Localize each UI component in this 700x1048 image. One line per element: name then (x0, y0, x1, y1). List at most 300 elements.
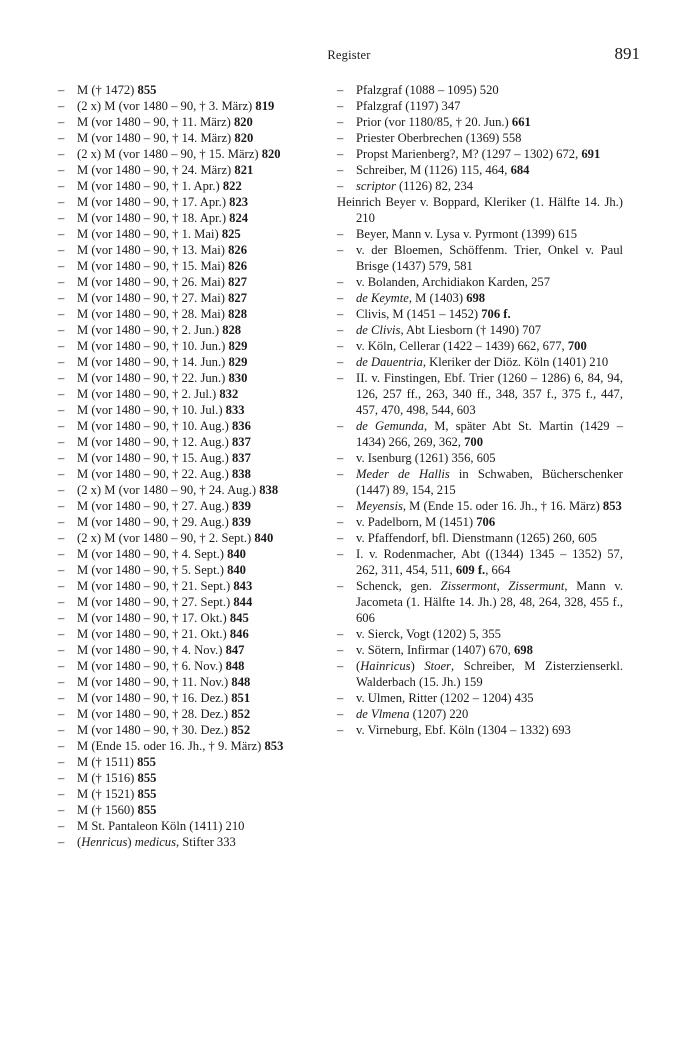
index-entry (58, 834, 320, 850)
entry-segment: M (vor 1480 – 90, † 27. Sept.) (77, 595, 234, 609)
entry-dash: – (58, 787, 65, 801)
entry-dash: – (337, 579, 344, 593)
entry-segment: M (vor 1480 – 90, † 27. Aug.) (77, 499, 232, 513)
page-ref-bold: 661 (511, 115, 531, 129)
entry-dash: – (337, 275, 344, 289)
entry-dash: – (337, 163, 344, 177)
index-entry (58, 98, 320, 114)
entry-text (356, 114, 623, 130)
italic-term: de Gemunda (356, 419, 424, 433)
entry-text (356, 498, 623, 514)
entry-segment: M (vor 1480 – 90, † 29. Aug.) (77, 515, 232, 529)
entry-text (77, 594, 320, 610)
index-entry (337, 418, 623, 450)
entry-text (77, 306, 320, 322)
index-entry (337, 82, 623, 98)
entry-text (77, 642, 320, 658)
page-header (58, 44, 640, 66)
entry-dash: – (58, 819, 65, 833)
index-entry (58, 354, 320, 370)
entry-segment: M (vor 1480 – 90, † 11. März) (77, 115, 234, 129)
entry-segment: M († 1560) (77, 803, 138, 817)
italic-term: de Clivis (356, 323, 401, 337)
page-ref-bold: 836 (231, 419, 251, 433)
entry-segment: (1207) 220 (409, 707, 469, 721)
entry-text (77, 290, 320, 306)
entry-dash: – (58, 115, 65, 129)
index-entry (58, 274, 320, 290)
entry-dash: – (337, 371, 344, 385)
index-entry (337, 274, 623, 290)
entry-segment: M (vor 1480 – 90, † 11. Nov.) (77, 675, 232, 689)
entry-segment: M (vor 1480 – 90, † 22. Jun.) (77, 371, 229, 385)
page-ref-bold: 684 (510, 163, 530, 177)
entry-text (77, 82, 320, 98)
entry-text (77, 802, 320, 818)
page-ref-bold: 840 (254, 531, 274, 545)
entry-dash: – (337, 323, 344, 337)
index-entry (337, 130, 623, 146)
page-ref-bold: 828 (222, 323, 242, 337)
entry-text (77, 210, 320, 226)
entry-segment: M St. Pantaleon Köln (1411) 210 (77, 819, 245, 833)
page-ref-bold: 838 (231, 467, 251, 481)
entry-segment: M (vor 1480 – 90, † 13. Mai) (77, 243, 229, 257)
entry-segment: M (vor 1480 – 90, † 1. Apr.) (77, 179, 223, 193)
entry-dash: – (58, 739, 65, 753)
index-entry (58, 290, 320, 306)
index-entry (58, 770, 320, 786)
page-ref-bold: 847 (225, 643, 245, 657)
entry-text (77, 242, 320, 258)
index-entry (58, 306, 320, 322)
page-ref-bold: 829 (228, 339, 248, 353)
entry-segment: v. Pfaffendorf, bfl. Dienstmann (1265) 260, 605 (356, 531, 597, 545)
italic-term: Zissermont (440, 579, 497, 593)
index-entry (58, 482, 320, 498)
entry-text (77, 114, 320, 130)
page-ref-bold: 852 (231, 707, 251, 721)
entry-dash: – (337, 307, 344, 321)
entry-dash: – (58, 579, 65, 593)
entry-segment: M (vor 1480 – 90, † 22. Aug.) (77, 467, 232, 481)
entry-text (77, 386, 320, 402)
entry-segment: M (vor 1480 – 90, † 28. Mai) (77, 307, 229, 321)
page-ref-bold: 820 (261, 147, 281, 161)
entry-text (356, 706, 623, 722)
entry-text (77, 658, 320, 674)
entry-segment: (2 x) M (vor 1480 – 90, † 3. März) (77, 99, 256, 113)
entry-text (77, 98, 320, 114)
index-entry (58, 226, 320, 242)
index-entry (337, 626, 623, 642)
entry-text (356, 82, 623, 98)
entry-text (356, 178, 623, 194)
entry-dash: – (58, 451, 65, 465)
entry-text (77, 322, 320, 338)
index-entry (58, 130, 320, 146)
entry-segment: v. Ulmen, Ritter (1202 – 1204) 435 (356, 691, 534, 705)
entry-segment: I. v. Rodenmacher, Abt ((1344) 1345 – 1352) 57, 262, 311, 454, 511, (356, 547, 623, 577)
index-entry (337, 722, 623, 738)
entry-text (77, 226, 320, 242)
entry-dash: – (58, 467, 65, 481)
page-ref-bold: 839 (231, 515, 251, 529)
index-entry (58, 642, 320, 658)
index-entry (58, 82, 320, 98)
entry-segment: Pfalzgraf (1088 – 1095) 520 (356, 83, 499, 97)
entry-text (77, 690, 320, 706)
entry-segment: M (vor 1480 – 90, † 21. Sept.) (77, 579, 234, 593)
index-entry (58, 162, 320, 178)
entry-text (356, 642, 623, 658)
entry-segment: M (vor 1480 – 90, † 4. Sept.) (77, 547, 228, 561)
entry-dash: – (58, 291, 65, 305)
entry-text (77, 418, 320, 434)
index-entry (58, 194, 320, 210)
entry-text (77, 514, 320, 530)
entry-segment: M († 1521) (77, 787, 138, 801)
page-ref-bold: 853 (264, 739, 284, 753)
entry-segment: M (vor 1480 – 90, † 17. Okt.) (77, 611, 230, 625)
entry-text (356, 546, 623, 578)
entry-text (77, 610, 320, 626)
entry-dash: – (58, 99, 65, 113)
page-ref-bold: 855 (137, 803, 157, 817)
entry-segment: II. v. Finstingen, Ebf. Trier (1260 – 1286) 6, 84, 94, 126, 257 ff., 263, 340 ff., 348, 357 f., 375 f., 447, 457, 470, 498, 544, 603 (356, 371, 623, 417)
index-entry (58, 706, 320, 722)
entry-segment: , Kleriker der Diöz. Köln (1401) 210 (422, 355, 609, 369)
page-ref-bold: 845 (229, 611, 249, 625)
page-ref-bold: 706 (476, 515, 496, 529)
entry-segment: v. Sötern, Infirmar (1407) 670, (356, 643, 514, 657)
entry-dash: – (337, 643, 344, 657)
entry-dash: – (58, 243, 65, 257)
entry-segment: Beyer, Mann v. Lysa v. Pyrmont (1399) 615 (356, 227, 578, 241)
index-entry (58, 626, 320, 642)
index-entry (58, 754, 320, 770)
page-ref-bold: 828 (228, 307, 248, 321)
entry-dash: – (58, 435, 65, 449)
entry-dash: – (58, 419, 65, 433)
page-ref-bold: 837 (231, 451, 251, 465)
entry-dash: – (337, 627, 344, 641)
entry-dash: – (58, 195, 65, 209)
entry-dash: – (337, 99, 344, 113)
page-ref-bold: 855 (137, 771, 157, 785)
page-ref-bold: 855 (137, 787, 157, 801)
entry-text (77, 450, 320, 466)
italic-term: Meyensis (356, 499, 403, 513)
index-entry (58, 578, 320, 594)
index-entry (337, 242, 623, 274)
entry-dash: – (58, 691, 65, 705)
index-entry (337, 338, 623, 354)
page-number: 891 (614, 44, 640, 63)
entry-segment: ) (127, 835, 135, 849)
entry-dash: – (337, 355, 344, 369)
page-ref-bold: 852 (231, 723, 251, 737)
index-entry (337, 306, 623, 322)
entry-segment: M (vor 1480 – 90, † 26. Mai) (77, 275, 229, 289)
entry-dash: – (58, 307, 65, 321)
index-entry (337, 450, 623, 466)
entry-segment: Pfalzgraf (1197) 347 (356, 99, 461, 113)
index-entry (58, 258, 320, 274)
entry-segment: , Schreiber, M Zisterzienserkl. Walderbach (15. Jh.) 159 (356, 659, 623, 689)
entry-segment: v. Köln, Cellerar (1422 – 1439) 662, 677, (356, 339, 568, 353)
italic-term: de Keymte (356, 291, 409, 305)
index-entry (58, 722, 320, 738)
entry-segment: M (vor 1480 – 90, † 17. Apr.) (77, 195, 230, 209)
entry-segment: M (vor 1480 – 90, † 16. Dez.) (77, 691, 232, 705)
entry-text (77, 434, 320, 450)
entry-segment: , M (1403) (408, 291, 467, 305)
entry-segment: M (vor 1480 – 90, † 18. Apr.) (77, 211, 230, 225)
entry-dash: – (337, 147, 344, 161)
index-entry (337, 178, 623, 194)
entry-dash: – (58, 771, 65, 785)
entry-text (356, 530, 623, 546)
entry-text (77, 626, 320, 642)
entry-dash: – (58, 371, 65, 385)
entry-dash: – (58, 163, 65, 177)
entry-dash: – (337, 243, 344, 257)
entry-text (77, 498, 320, 514)
index-entry (337, 498, 623, 514)
entry-text (356, 162, 623, 178)
entry-text (356, 226, 623, 242)
entry-dash: – (337, 339, 344, 353)
page-ref-bold: 826 (228, 259, 248, 273)
index-entry (58, 562, 320, 578)
index-entry (58, 786, 320, 802)
page-ref-bold: 609 f. (455, 563, 486, 577)
entry-segment: v. Virneburg, Ebf. Köln (1304 – 1332) 693 (356, 723, 571, 737)
entry-text (77, 786, 320, 802)
entry-dash: – (337, 131, 344, 145)
page-ref-bold: 840 (227, 547, 246, 561)
entry-dash: – (337, 499, 344, 513)
page-ref-bold: 837 (231, 435, 251, 449)
page-ref-bold: 821 (234, 163, 254, 177)
italic-term: Meder de Hallis (356, 467, 450, 481)
entry-dash: – (58, 675, 65, 689)
entry-text (356, 290, 623, 306)
entry-text (77, 562, 320, 578)
italic-term: Henricus (81, 835, 128, 849)
index-entry (58, 418, 320, 434)
index-entry (58, 386, 320, 402)
index-entry (58, 450, 320, 466)
italic-term: Zissermunt (508, 579, 565, 593)
entry-segment: M (vor 1480 – 90, † 2. Jul.) (77, 387, 220, 401)
index-entry (58, 146, 320, 162)
entry-segment: M (vor 1480 – 90, † 21. Okt.) (77, 627, 230, 641)
index-entry (58, 242, 320, 258)
entry-dash: – (58, 835, 65, 849)
index-entry (337, 290, 623, 306)
index-entry (58, 338, 320, 354)
index-entry (337, 658, 623, 690)
entry-text (356, 626, 623, 642)
entry-segment: M (vor 1480 – 90, † 24. März) (77, 163, 235, 177)
entry-text (77, 578, 320, 594)
entry-segment: , M (Ende 15. oder 16. Jh., † 16. März) (402, 499, 603, 513)
index-entry (58, 514, 320, 530)
entry-dash: – (58, 595, 65, 609)
entry-segment: Clivis, M (1451 – 1452) (356, 307, 482, 321)
italic-term: Stoer (424, 659, 451, 673)
entry-dash: – (58, 803, 65, 817)
entry-dash: – (58, 339, 65, 353)
entry-text (77, 130, 320, 146)
page-ref-bold: 825 (221, 227, 241, 241)
page-ref-bold: 853 (602, 499, 622, 513)
entry-dash: – (337, 419, 344, 433)
entry-dash: – (337, 451, 344, 465)
entry-text (356, 98, 623, 114)
entry-text (356, 322, 623, 338)
index-main-entry (337, 194, 623, 226)
entry-segment: (2 x) M (vor 1480 – 90, † 24. Aug.) (77, 483, 260, 497)
entry-dash: – (58, 483, 65, 497)
entry-segment: M (vor 1480 – 90, † 2. Jun.) (77, 323, 223, 337)
entry-segment: M (vor 1480 – 90, † 15. Aug.) (77, 451, 232, 465)
italic-term: de Dauentria (356, 355, 423, 369)
entry-text (77, 674, 320, 690)
entry-segment: Prior (vor 1180/85, † 20. Jun.) (356, 115, 512, 129)
entry-segment: v. der Bloemen, Schöffenm. Trier, Onkel v. Paul Brisge (1437) 579, 581 (356, 243, 623, 273)
entry-dash: – (337, 707, 344, 721)
index-entry (337, 578, 623, 626)
entry-text (77, 482, 320, 498)
index-entry (337, 322, 623, 338)
entry-segment: M (vor 1480 – 90, † 5. Sept.) (77, 563, 228, 577)
entry-dash: – (58, 403, 65, 417)
entry-dash: – (58, 659, 65, 673)
index-entry (58, 658, 320, 674)
entry-segment: M (vor 1480 – 90, † 10. Jul.) (77, 403, 226, 417)
entry-dash: – (337, 291, 344, 305)
entry-segment: Priester Oberbrechen (1369) 558 (356, 131, 522, 145)
index-entry (58, 594, 320, 610)
entry-text (356, 306, 623, 322)
entry-text (77, 738, 320, 754)
entry-segment: v. Sierck, Vogt (1202) 5, 355 (356, 627, 501, 641)
page-ref-bold: 829 (228, 355, 248, 369)
index-entry (337, 98, 623, 114)
index-entry (58, 434, 320, 450)
entry-segment: M (Ende 15. oder 16. Jh., † 9. März) (77, 739, 265, 753)
entry-segment: M (vor 1480 – 90, † 12. Aug.) (77, 435, 232, 449)
italic-term: scriptor (356, 179, 396, 193)
entry-dash: – (337, 83, 344, 97)
page-ref-bold: 822 (222, 179, 242, 193)
page-ref-bold: 820 (233, 115, 253, 129)
index-column-right (337, 82, 623, 738)
entry-text (77, 530, 320, 546)
entry-segment: , 664 (485, 563, 511, 577)
page-ref-bold: 823 (229, 195, 249, 209)
entry-text (77, 402, 320, 418)
index-entry (337, 146, 623, 162)
entry-text (356, 354, 623, 370)
entry-text (356, 722, 623, 738)
page-ref-bold: 820 (234, 131, 254, 145)
entry-segment: M († 1511) (77, 755, 138, 769)
entry-segment: , M, später Abt St. Martin (1429 – 1434) 266, 269, 362, (356, 419, 623, 449)
entry-dash: – (58, 259, 65, 273)
entry-text (356, 466, 623, 498)
index-entry (337, 354, 623, 370)
entry-dash: – (58, 723, 65, 737)
entry-segment: M († 1516) (77, 771, 138, 785)
entry-text (356, 658, 623, 690)
index-entry (58, 546, 320, 562)
entry-text (356, 274, 623, 290)
entry-dash: – (337, 531, 344, 545)
entry-text (77, 546, 320, 562)
entry-segment: Propst Marienberg?, M? (1297 – 1302) 672, (356, 147, 582, 161)
entry-segment: ( (356, 659, 361, 673)
entry-text (356, 146, 623, 162)
page-ref-bold: 855 (137, 755, 156, 769)
entry-dash: – (58, 499, 65, 513)
index-entry (58, 322, 320, 338)
index-entry (58, 674, 320, 690)
entry-dash: – (58, 755, 65, 769)
entry-dash: – (337, 659, 344, 673)
index-entry (337, 546, 623, 578)
entry-segment: v. Padelborn, M (1451) (356, 515, 477, 529)
entry-segment: Heinrich Beyer v. Boppard, Kleriker (1. Hälfte 14. Jh.) 210 (337, 195, 623, 225)
entry-text (356, 578, 623, 626)
page-ref-bold: 826 (228, 243, 248, 257)
entry-text (77, 834, 320, 850)
entry-segment: M (vor 1480 – 90, † 28. Dez.) (77, 707, 232, 721)
page-ref-bold: 846 (229, 627, 249, 641)
entry-dash: – (337, 179, 344, 193)
entry-segment: M (vor 1480 – 90, † 14. Jun.) (77, 355, 229, 369)
entry-segment: M (vor 1480 – 90, † 27. Mai) (77, 291, 229, 305)
index-entry (337, 690, 623, 706)
page-ref-bold: 827 (228, 291, 248, 305)
index-entry (337, 162, 623, 178)
entry-segment: M (vor 1480 – 90, † 10. Jun.) (77, 339, 229, 353)
page-ref-bold: 830 (228, 371, 248, 385)
index-entry (337, 642, 623, 658)
entry-segment: , Mann v. Jacometa (1. Hälfte 14. Jh.) 28, 48, 264, 328, 455 f., 606 (356, 579, 623, 625)
entry-segment: M (vor 1480 – 90, † 4. Nov.) (77, 643, 226, 657)
page-ref-bold: 839 (231, 499, 251, 513)
index-entry (337, 466, 623, 498)
entry-text (77, 370, 320, 386)
entry-segment: in Schwaben, Bücherschenker (1447) 89, 154, 215 (356, 467, 623, 497)
page-ref-bold: 819 (255, 99, 275, 113)
page-ref-bold: 851 (231, 691, 251, 705)
entry-segment: M (vor 1480 – 90, † 15. Mai) (77, 259, 229, 273)
page-ref-bold: 844 (233, 595, 253, 609)
index-entry (58, 466, 320, 482)
entry-dash: – (58, 515, 65, 529)
entry-segment: M (vor 1480 – 90, † 10. Aug.) (77, 419, 232, 433)
entry-text (356, 130, 623, 146)
page-ref-bold: 833 (225, 403, 245, 417)
index-entry (58, 610, 320, 626)
page-ref-bold: 855 (137, 83, 157, 97)
index-entry (58, 370, 320, 386)
